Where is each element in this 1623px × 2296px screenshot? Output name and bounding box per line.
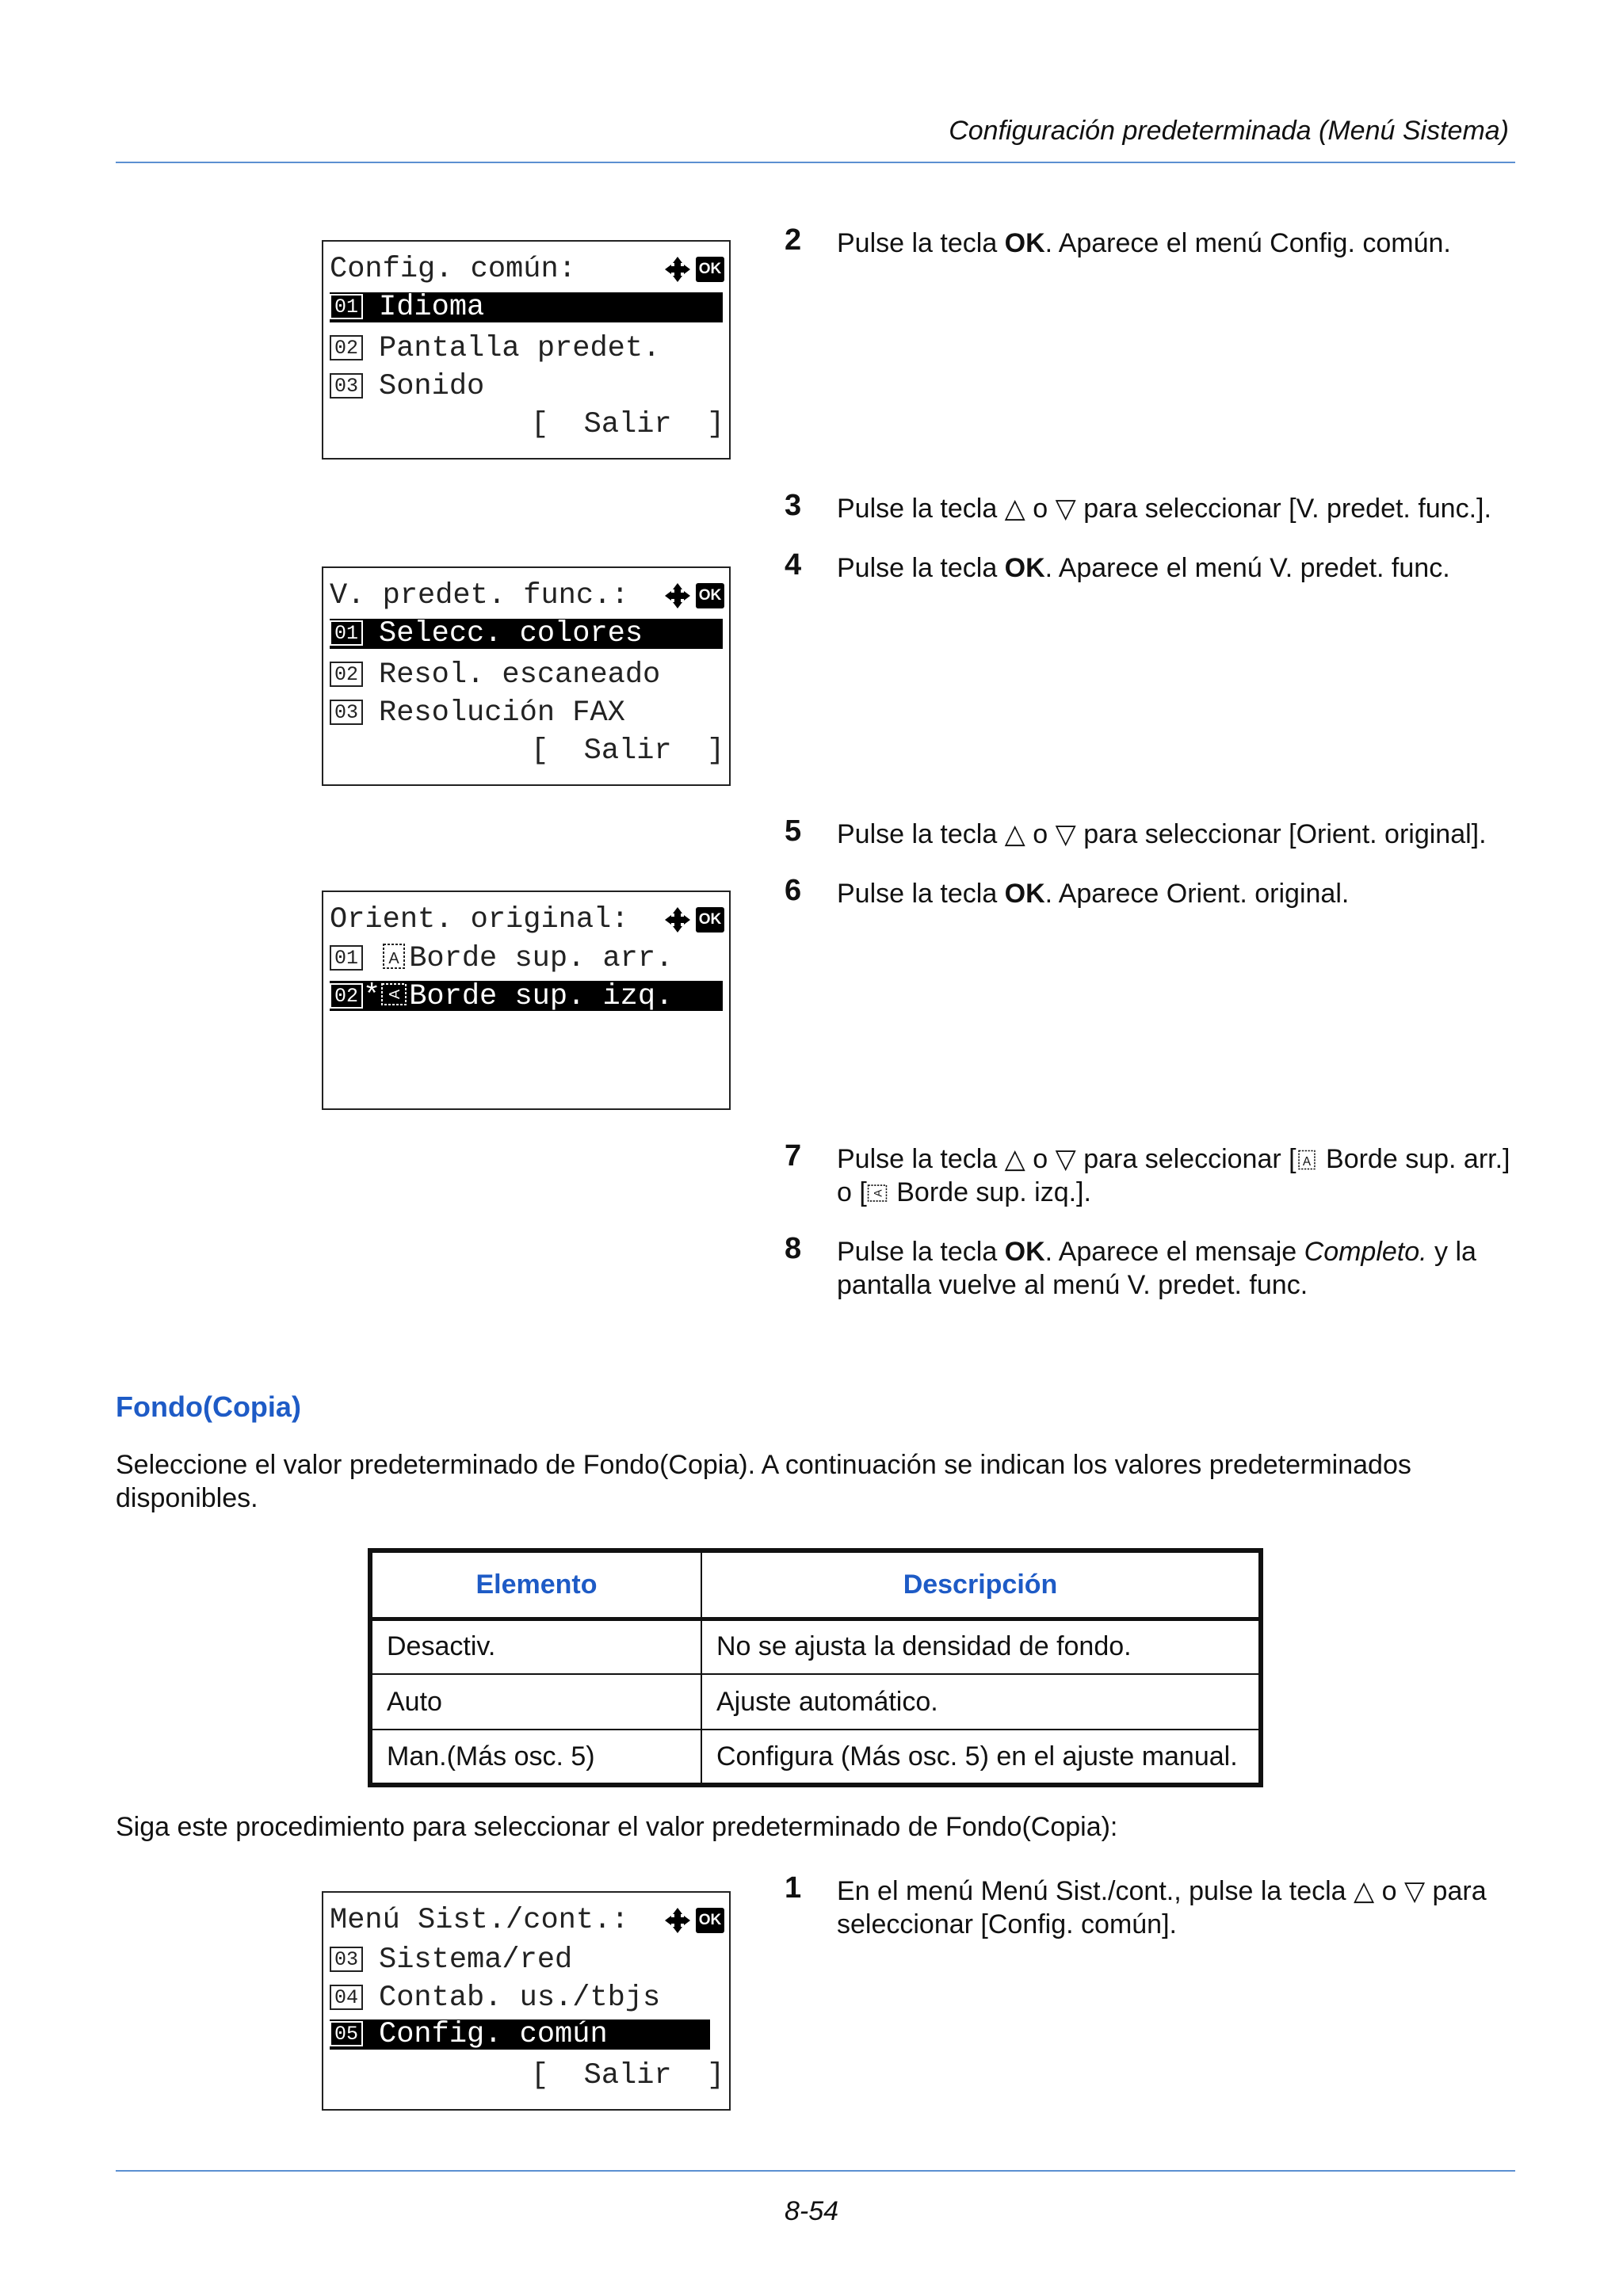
table-row [370, 1619, 1261, 1674]
table-cell: No se ajusta la densidad de fondo. [701, 1619, 1261, 1674]
lcd-nav-icons [663, 1905, 724, 1936]
step-number: 6 [785, 874, 802, 907]
lcd-title: Config. común: [330, 253, 576, 286]
table-cell: Configura (Más osc. 5) en el ajuste manual. [701, 1730, 1261, 1785]
table-cell: Man.(Más osc. 5) [370, 1730, 701, 1785]
step-text: Pulse la tecla △ o ▽ para seleccionar [Orient. original]. [837, 819, 1487, 849]
ok-key-icon: OK [696, 257, 724, 282]
lcd-item-contab: 04 Contab. us./tbjs [330, 1983, 660, 2013]
options-table [368, 1548, 1263, 1787]
svg-text:A: A [387, 989, 403, 1000]
lcd-nav-icons [663, 254, 724, 284]
lcd-exit-label: [ Salir ] [531, 408, 725, 441]
table-row [370, 1674, 1261, 1730]
table-cell: Desactiv. [370, 1619, 701, 1674]
lcd-panel-orient-original [322, 891, 731, 1110]
step-text: Pulse la tecla △ o ▽ para seleccionar [ A Borde sup. arr.] o [ A Borde sup. izq.]. [837, 1144, 1510, 1207]
lcd-item-borde-sup-arr: 01 A Borde sup. arr. [330, 943, 673, 973]
step-text: Pulse la tecla OK. Aparece Orient. original. [837, 879, 1350, 909]
section-title: Fondo(Copia) [116, 1390, 301, 1423]
lcd-item-sistema-red: 03 Sistema/red [330, 1945, 572, 1975]
step-number: 8 [785, 1232, 802, 1265]
cross-arrows-icon [663, 905, 693, 935]
cross-arrows-icon [663, 254, 693, 284]
step-number: 2 [785, 223, 802, 257]
step-number: 3 [785, 489, 802, 522]
table-cell: Auto [370, 1674, 701, 1730]
orientation-left-edge-icon [867, 1183, 888, 1203]
ok-key-icon: OK [696, 583, 724, 608]
lcd-nav-icons [663, 905, 724, 935]
cross-arrows-icon [663, 581, 693, 611]
lcd-panel-config-comun [322, 240, 731, 460]
lcd-exit-label: [ Salir ] [531, 2059, 725, 2092]
section-intro: Seleccione el valor predeterminado de Fondo(Copia). A continuación se indican los valores predeterminados disponibles. [116, 1450, 1411, 1513]
orientation-top-edge-icon [1296, 1150, 1317, 1170]
svg-text:A: A [388, 950, 399, 967]
step-text: Pulse la tecla OK. Aparece el menú Config. común. [837, 228, 1451, 258]
lcd-item-sonido: 03 Sonido [330, 372, 484, 402]
lcd-item-pantalla-predet: 02 Pantalla predet. [330, 334, 660, 364]
step-text: Pulse la tecla △ o ▽ para seleccionar [V. predet. func.]. [837, 494, 1491, 524]
ok-key-icon: OK [696, 1908, 724, 1933]
lcd-item-resolucion-fax: 03 Resolución FAX [330, 698, 625, 728]
svg-text:A: A [872, 1189, 884, 1197]
cross-arrows-icon [663, 1905, 693, 1936]
step-number: 7 [785, 1139, 802, 1173]
lcd-item-selecc-colores: 01 Selecc. colores [330, 619, 723, 649]
orientation-top-edge-icon [380, 943, 407, 970]
procedure-intro: Siga este procedimiento para seleccionar el valor predeterminado de Fondo(Copia): [116, 1812, 1118, 1842]
lcd-title: Menú Sist./cont.: [330, 1904, 629, 1937]
lcd-title: Orient. original: [330, 903, 629, 936]
lcd-item-config-comun: 05 Config. común [330, 2019, 710, 2050]
footer-divider [116, 2170, 1515, 2172]
step-number: 5 [785, 814, 802, 848]
header-divider [116, 162, 1515, 163]
step-number: 1 [785, 1871, 802, 1905]
step-text: En el menú Menú Sist./cont., pulse la tecla △ o ▽ para seleccionar [Config. común]. [837, 1876, 1487, 1939]
lcd-exit-label: [ Salir ] [531, 734, 725, 768]
lcd-item-borde-sup-izq: 02 * A Borde sup. izq. [330, 981, 723, 1011]
orientation-left-edge-icon [380, 981, 407, 1008]
lcd-item-idioma: 01 Idioma [330, 292, 723, 322]
step-text: Pulse la tecla OK. Aparece el menú V. predet. func. [837, 553, 1450, 583]
page-header-title: Configuración predeterminada (Menú Sistema) [949, 116, 1509, 146]
ok-key-icon: OK [696, 907, 724, 933]
step-number: 4 [785, 548, 802, 582]
table-row [370, 1730, 1261, 1785]
lcd-nav-icons [663, 581, 724, 611]
table-header-row [370, 1550, 1261, 1619]
svg-text:A: A [1302, 1154, 1311, 1169]
table-header: Elemento [370, 1550, 701, 1619]
lcd-item-resol-escaneado: 02 Resol. escaneado [330, 660, 660, 690]
table-cell: Ajuste automático. [701, 1674, 1261, 1730]
table-header: Descripción [701, 1550, 1261, 1619]
lcd-title: V. predet. func.: [330, 579, 629, 612]
lcd-panel-v-predet-func [322, 566, 731, 786]
lcd-panel-menu-sist [322, 1891, 731, 2111]
step-text: Pulse la tecla OK. Aparece el mensaje Completo. y la pantalla vuelve al menú V. predet. func. [837, 1237, 1476, 1300]
page-number: 8-54 [784, 2196, 839, 2226]
